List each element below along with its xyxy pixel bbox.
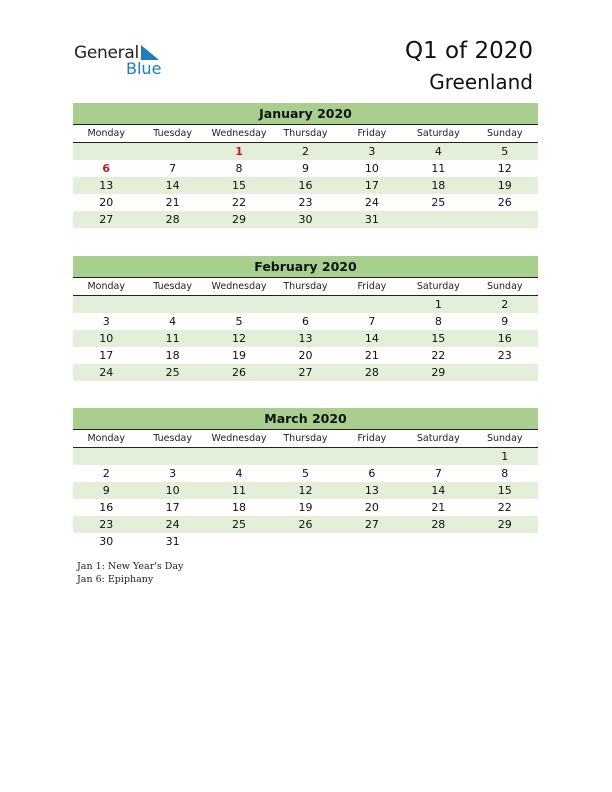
week-row xyxy=(73,533,538,550)
weekday-label: Thursday xyxy=(283,128,328,139)
day-cell: 30 xyxy=(298,213,313,226)
day-cell: 18 xyxy=(431,179,446,192)
day-cell: 4 xyxy=(169,315,177,328)
day-cell xyxy=(339,533,405,550)
day-cell: 28 xyxy=(364,366,379,379)
day-cell: 26 xyxy=(497,196,512,209)
day-cell xyxy=(405,533,471,550)
weekday-header-row xyxy=(73,278,538,296)
day-cell xyxy=(405,448,471,465)
weekday-label: Friday xyxy=(357,433,387,444)
week-row xyxy=(73,364,538,381)
day-cell: 23 xyxy=(298,196,313,209)
day-cell: 18 xyxy=(165,349,180,362)
day-cell: 21 xyxy=(431,501,446,514)
day-cell: 12 xyxy=(298,484,313,497)
day-cell: 28 xyxy=(165,213,180,226)
week-row xyxy=(73,499,538,516)
day-cell: 27 xyxy=(99,213,114,226)
day-cell: 19 xyxy=(232,349,247,362)
weekday-label: Monday xyxy=(87,281,125,292)
weekday-label: Sunday xyxy=(486,128,523,139)
day-cell: 2 xyxy=(301,145,309,158)
day-cell xyxy=(73,296,139,313)
day-cell: 10 xyxy=(364,162,379,175)
page-subtitle: Greenland xyxy=(429,70,533,94)
day-cell xyxy=(206,448,272,465)
day-cell: 27 xyxy=(364,518,379,531)
day-cell: 28 xyxy=(431,518,446,531)
day-cell: 24 xyxy=(99,366,114,379)
day-cell: 6 xyxy=(368,467,376,480)
weekday-label: Monday xyxy=(87,128,125,139)
day-cell: 29 xyxy=(431,366,446,379)
day-cell: 19 xyxy=(298,501,313,514)
day-cell xyxy=(272,448,338,465)
day-cell: 10 xyxy=(99,332,114,345)
day-cell: 6 xyxy=(301,315,309,328)
month-title: February 2020 xyxy=(73,256,538,278)
generalblue-logo xyxy=(74,43,174,77)
week-row xyxy=(73,177,538,194)
day-cell: 20 xyxy=(364,501,379,514)
day-cell xyxy=(73,448,139,465)
day-cell: 5 xyxy=(235,315,243,328)
day-cell: 15 xyxy=(431,332,446,345)
weekday-label: Friday xyxy=(357,128,387,139)
week-row xyxy=(73,347,538,364)
day-cell: 6 xyxy=(102,162,111,175)
day-cell xyxy=(339,296,405,313)
weekday-label: Thursday xyxy=(283,433,328,444)
day-cell: 17 xyxy=(364,179,379,192)
logo-general-text: General xyxy=(74,43,139,63)
weekday-label: Wednesday xyxy=(211,128,267,139)
day-cell: 10 xyxy=(165,484,180,497)
day-cell xyxy=(139,296,205,313)
weekday-label: Saturday xyxy=(416,128,460,139)
day-cell: 15 xyxy=(497,484,512,497)
day-cell: 5 xyxy=(301,467,309,480)
day-cell xyxy=(206,296,272,313)
day-cell: 21 xyxy=(364,349,379,362)
day-cell: 8 xyxy=(235,162,243,175)
day-cell xyxy=(472,364,538,381)
day-cell: 25 xyxy=(232,518,247,531)
day-cell xyxy=(139,448,205,465)
day-cell: 16 xyxy=(298,179,313,192)
day-cell: 31 xyxy=(165,535,180,548)
day-cell: 4 xyxy=(235,467,243,480)
weekday-label: Wednesday xyxy=(211,433,267,444)
week-row xyxy=(73,211,538,228)
week-row xyxy=(73,465,538,482)
day-cell: 22 xyxy=(431,349,446,362)
day-cell: 18 xyxy=(232,501,247,514)
day-cell xyxy=(339,448,405,465)
day-cell: 9 xyxy=(501,315,509,328)
page-title: Q1 of 2020 xyxy=(404,38,533,64)
day-cell: 25 xyxy=(431,196,446,209)
day-cell: 25 xyxy=(165,366,180,379)
month-title: January 2020 xyxy=(73,103,538,125)
day-cell: 31 xyxy=(364,213,379,226)
week-row xyxy=(73,330,538,347)
weekday-header-row xyxy=(73,430,538,448)
week-row xyxy=(73,143,538,160)
week-row xyxy=(73,516,538,533)
weekday-label: Sunday xyxy=(486,281,523,292)
day-cell: 19 xyxy=(497,179,512,192)
note-line: Jan 6: Epiphany xyxy=(77,574,154,585)
day-cell: 5 xyxy=(501,145,509,158)
day-cell: 26 xyxy=(298,518,313,531)
week-row xyxy=(73,448,538,465)
weekday-label: Tuesday xyxy=(153,433,192,444)
day-cell: 30 xyxy=(99,535,114,548)
weekday-label: Sunday xyxy=(486,433,523,444)
day-cell: 15 xyxy=(232,179,247,192)
weekday-label: Tuesday xyxy=(153,281,192,292)
day-cell: 7 xyxy=(368,315,376,328)
day-cell: 17 xyxy=(165,501,180,514)
weekday-label: Friday xyxy=(357,281,387,292)
month-march xyxy=(73,408,538,550)
day-cell: 21 xyxy=(165,196,180,209)
day-cell xyxy=(405,211,471,228)
weekday-label: Saturday xyxy=(416,433,460,444)
logo-blue-text: Blue xyxy=(126,59,162,78)
week-row xyxy=(73,194,538,211)
day-cell: 7 xyxy=(169,162,177,175)
day-cell: 22 xyxy=(497,501,512,514)
day-cell: 16 xyxy=(497,332,512,345)
weekday-header-row xyxy=(73,125,538,143)
day-cell xyxy=(206,533,272,550)
week-row xyxy=(73,313,538,330)
day-cell: 3 xyxy=(368,145,376,158)
week-row xyxy=(73,296,538,313)
day-cell: 26 xyxy=(232,366,247,379)
day-cell: 1 xyxy=(235,145,243,158)
day-cell: 1 xyxy=(434,298,442,311)
day-cell: 9 xyxy=(102,484,110,497)
day-cell: 8 xyxy=(434,315,442,328)
day-cell: 14 xyxy=(431,484,446,497)
day-cell: 12 xyxy=(232,332,247,345)
day-cell: 3 xyxy=(169,467,177,480)
day-cell: 9 xyxy=(301,162,309,175)
note-line: Jan 1: New Year's Day xyxy=(77,561,184,572)
day-cell: 27 xyxy=(298,366,313,379)
day-cell: 13 xyxy=(99,179,114,192)
day-cell: 17 xyxy=(99,349,114,362)
day-cell: 4 xyxy=(434,145,442,158)
day-cell: 20 xyxy=(298,349,313,362)
day-cell xyxy=(139,143,205,160)
day-cell: 24 xyxy=(165,518,180,531)
day-cell: 2 xyxy=(501,298,509,311)
weekday-label: Tuesday xyxy=(153,128,192,139)
day-cell: 29 xyxy=(232,213,247,226)
day-cell xyxy=(472,211,538,228)
month-february xyxy=(73,256,538,381)
day-cell: 29 xyxy=(497,518,512,531)
week-row xyxy=(73,482,538,499)
day-cell xyxy=(272,296,338,313)
day-cell: 13 xyxy=(298,332,313,345)
day-cell: 20 xyxy=(99,196,114,209)
day-cell: 11 xyxy=(232,484,247,497)
day-cell: 2 xyxy=(102,467,110,480)
day-cell: 12 xyxy=(497,162,512,175)
day-cell: 8 xyxy=(501,467,509,480)
day-cell: 23 xyxy=(99,518,114,531)
day-cell: 11 xyxy=(431,162,446,175)
day-cell: 14 xyxy=(364,332,379,345)
day-cell xyxy=(472,533,538,550)
day-cell: 7 xyxy=(434,467,442,480)
day-cell: 1 xyxy=(501,450,509,463)
day-cell: 13 xyxy=(364,484,379,497)
day-cell: 22 xyxy=(232,196,247,209)
month-title: March 2020 xyxy=(73,408,538,430)
day-cell: 23 xyxy=(497,349,512,362)
day-cell: 3 xyxy=(102,315,110,328)
week-row xyxy=(73,160,538,177)
month-january xyxy=(73,103,538,228)
day-cell: 16 xyxy=(99,501,114,514)
weekday-label: Saturday xyxy=(416,281,460,292)
day-cell xyxy=(73,143,139,160)
day-cell: 24 xyxy=(364,196,379,209)
day-cell xyxy=(272,533,338,550)
weekday-label: Wednesday xyxy=(211,281,267,292)
weekday-label: Monday xyxy=(87,433,125,444)
day-cell: 11 xyxy=(165,332,180,345)
holiday-notes xyxy=(77,560,183,586)
day-cell: 14 xyxy=(165,179,180,192)
weekday-label: Thursday xyxy=(283,281,328,292)
